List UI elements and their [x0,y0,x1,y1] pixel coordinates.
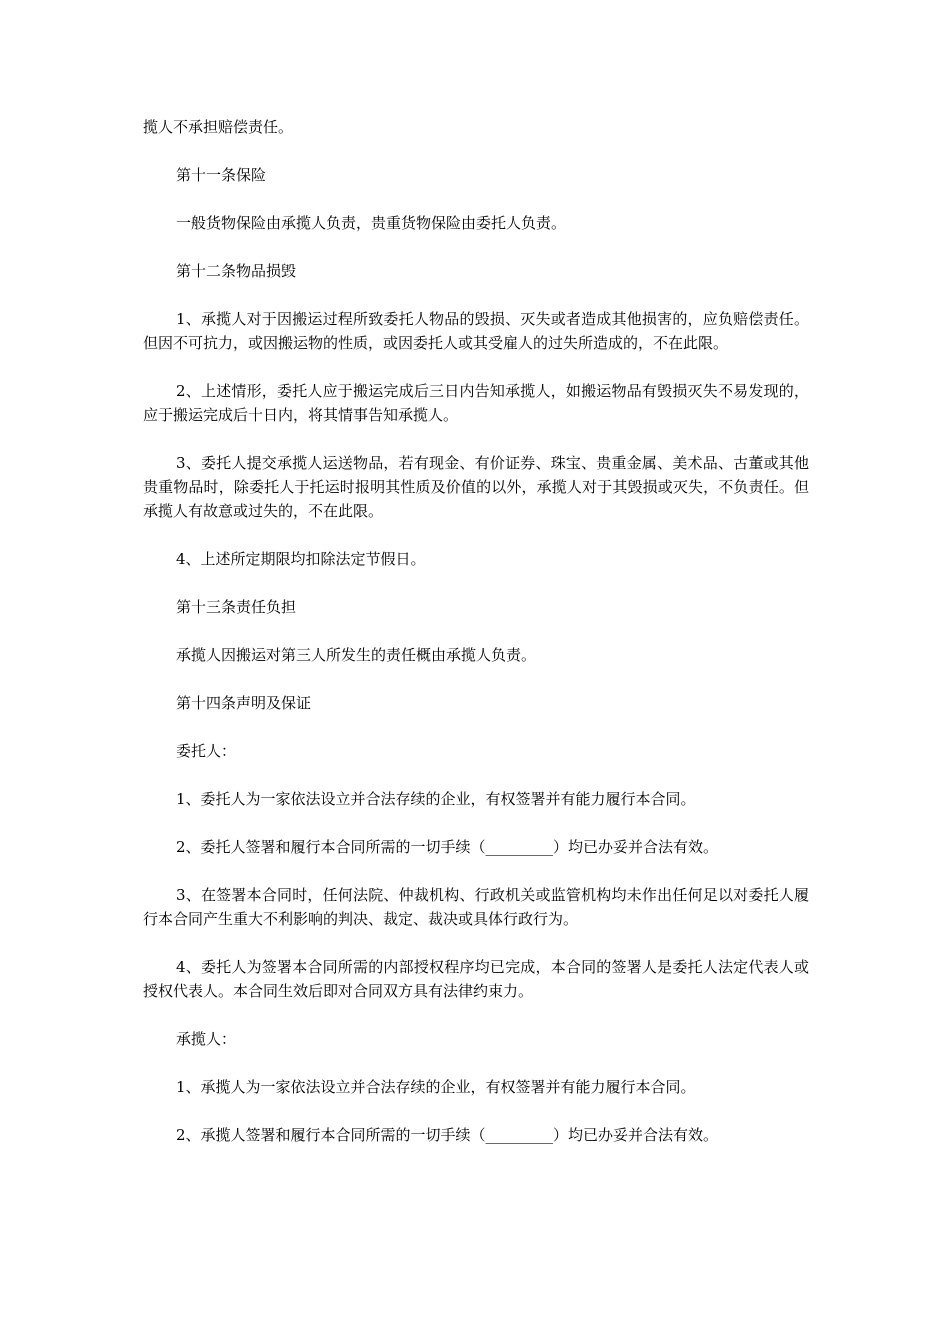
article-11-body: 一般货物保险由承揽人负责，贵重货物保险由委托人负责。 [176,214,567,232]
article-11-heading: 第十一条保险 [176,166,267,184]
paragraph-continuation: 揽人不承担赔偿责任。 [143,118,294,136]
article-12-clause-4: 4、上述所定期限均扣除法定节假日。 [176,550,426,568]
client-clause-3: 3、在签署本合同时，任何法院、仲裁机构、行政机关或监管机构均未作出任何足以对委托人履行本合同产生重大不利影响的判决、裁定、裁决或具体行政行为。 [143,886,809,928]
client-clause-4: 4、委托人为签署本合同所需的内部授权程序均已完成，本合同的签署人是委托人法定代表人或授权代表人。本合同生效后即对合同双方具有法律约束力。 [143,958,809,1000]
contractor-clause-2: 2、承揽人签署和履行本合同所需的一切手续（_________）均已办妥并合法有效。 [176,1126,719,1144]
contractor-clause-1: 1、承揽人为一家依法设立并合法存续的企业，有权签署并有能力履行本合同。 [176,1078,696,1096]
article-13-heading: 第十三条责任负担 [176,598,297,616]
contractor-subheading: 承揽人： [176,1030,237,1048]
article-12-clause-2: 2、上述情形，委托人应于搬运完成后三日内告知承揽人，如搬运物品有毁损灭失不易发现的，应于搬运完成后十日内，将其情事告知承揽人。 [143,382,809,424]
client-clause-1: 1、委托人为一家依法设立并合法存续的企业，有权签署并有能力履行本合同。 [176,790,696,808]
article-12-clause-1: 1、承揽人对于因搬运过程所致委托人物品的毁损、灭失或者造成其他损害的，应负赔偿责任。但因不可抗力，或因搬运物的性质，或因委托人或其受雇人的过失所造成的，不在此限。 [143,310,809,352]
document-body [143,115,809,1171]
article-14-heading: 第十四条声明及保证 [176,694,312,712]
client-clause-2: 2、委托人签署和履行本合同所需的一切手续（_________）均已办妥并合法有效。 [176,838,719,856]
article-12-clause-3: 3、委托人提交承揽人运送物品，若有现金、有价证券、珠宝、贵重金属、美术品、古董或其他贵重物品时，除委托人于托运时报明其性质及价值的以外，承揽人对于其毁损或灭失，不负责任。但承揽人有故意或过失的，不在此限。 [143,454,809,520]
article-12-heading: 第十二条物品损毁 [176,262,297,280]
client-subheading: 委托人： [176,742,237,760]
article-13-body: 承揽人因搬运对第三人所发生的责任概由承揽人负责。 [176,646,537,664]
